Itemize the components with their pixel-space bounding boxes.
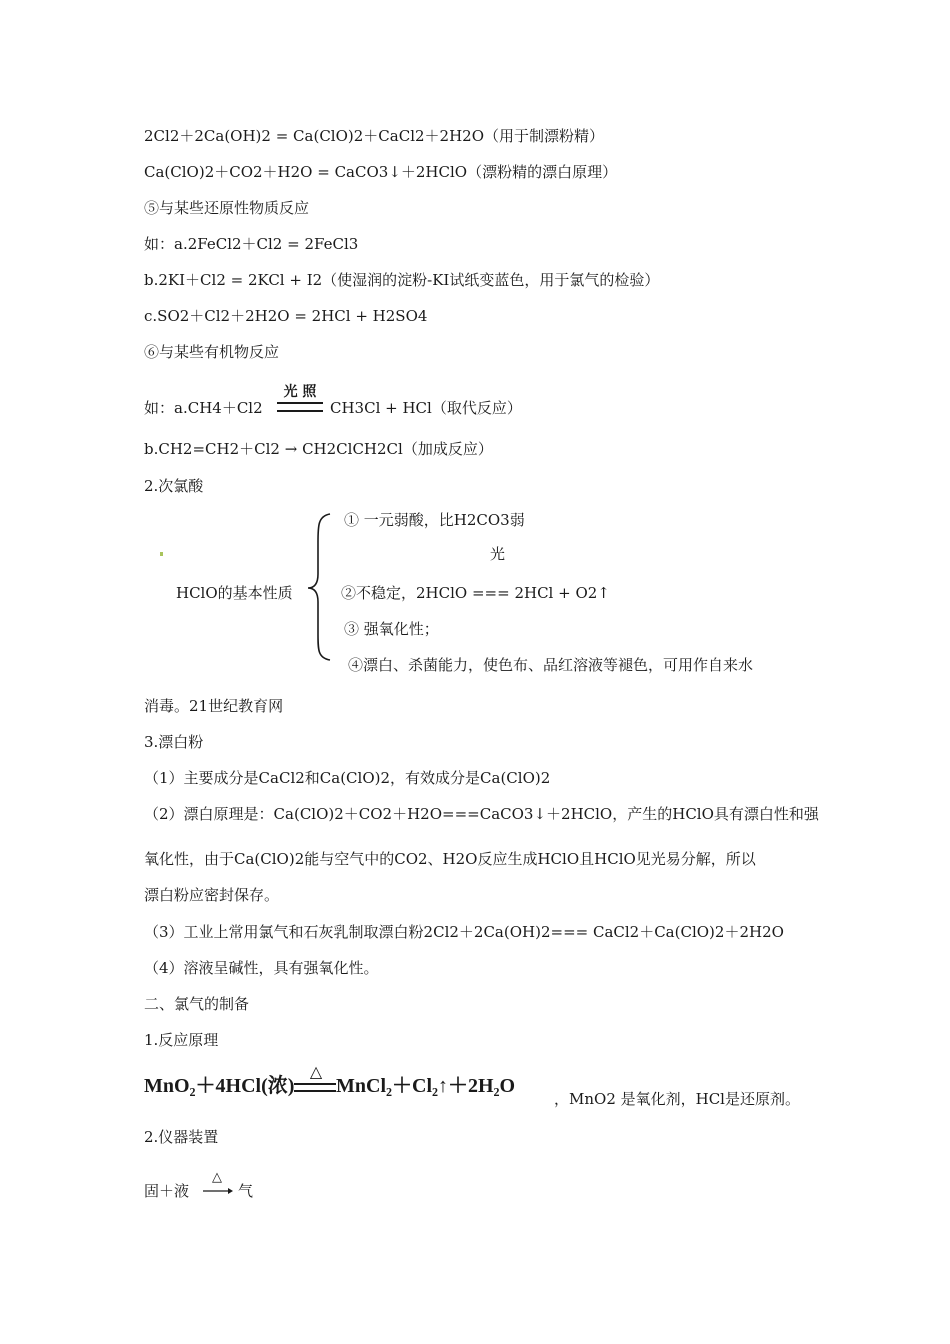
bleach-item-2: （2）漂白原理是：Ca(ClO)2＋CO2＋H2O===CaCO3↓＋2HClO，产生的HClO具有漂白性和强 bbox=[144, 805, 819, 823]
equation-line: b.CH2=CH2＋Cl2 → CH2ClCH2Cl（加成反应） bbox=[144, 440, 493, 458]
heat-triangle-icon: △ bbox=[309, 1062, 323, 1081]
double-line-sign bbox=[294, 1083, 336, 1092]
subheading: 1.反应原理 bbox=[144, 1031, 219, 1049]
equation-note: ，MnO2 是氧化剂，HCl是还原剂。 bbox=[554, 1090, 800, 1108]
subheading: ⑥与某些有机物反应 bbox=[144, 343, 280, 361]
equation-line-right: CH3Cl + HCl（取代反应） bbox=[330, 399, 522, 417]
hclo-property-3: ③ 强氧化性； bbox=[344, 620, 439, 638]
apparatus-right: 气 bbox=[238, 1182, 254, 1200]
hclo-property-1: ① 一元弱酸，比H2CO3弱 bbox=[344, 511, 525, 529]
section-heading: 二、氯气的制备 bbox=[144, 995, 250, 1013]
bleach-item-4: （4）溶液呈碱性，具有强氧化性。 bbox=[144, 959, 379, 977]
bleach-item-1: （1）主要成分是CaCl2和Ca(ClO)2，有效成分是Ca(ClO)2 bbox=[144, 769, 551, 787]
stray-mark bbox=[160, 552, 163, 556]
heat-triangle-icon: △ bbox=[212, 1170, 222, 1185]
bleach-item-3: （3）工业上常用氯气和石灰乳制取漂白粉2Cl2＋2Ca(OH)2=== CaCl2＋Ca(ClO)2＋2H2O bbox=[144, 923, 784, 941]
equation-left: MnO₂＋4HCl(浓) bbox=[144, 1075, 295, 1097]
subheading: 2.次氯酸 bbox=[144, 477, 204, 495]
arrow-right-icon bbox=[202, 1186, 234, 1196]
subheading: ⑤与某些还原性物质反应 bbox=[144, 199, 310, 217]
apparatus-left: 固＋液 bbox=[144, 1182, 190, 1200]
subheading: 2.仪器装置 bbox=[144, 1128, 219, 1146]
bleach-item-2-cont: 氧化性，由于Ca(ClO)2能与空气中的CO2、H2O反应生成HClO且HClO见光易分解，所以 bbox=[144, 850, 756, 868]
bleach-item-2-cont: 漂白粉应密封保存。 bbox=[144, 886, 280, 904]
equation-right: MnCl₂＋Cl₂↑＋2H₂O bbox=[336, 1075, 516, 1097]
equation-line: b.2KI＋Cl2 = 2KCl + I2（使湿润的淀粉-KI试纸变蓝色，用于氯气的检验） bbox=[144, 271, 660, 289]
subheading: 3.漂白粉 bbox=[144, 733, 204, 751]
hclo-label: HClO的基本性质 bbox=[176, 584, 293, 602]
equation-line: c.SO2＋Cl2＋2H2O = 2HCl + H2SO4 bbox=[144, 307, 428, 325]
equation-line: 如：a.2FeCl2＋Cl2 = 2FeCl3 bbox=[144, 235, 359, 253]
hclo-property-4-cont: 消毒。21世纪教育网 bbox=[144, 697, 284, 715]
reaction-condition-light: 光 照 bbox=[283, 384, 317, 400]
curly-brace-icon bbox=[306, 512, 336, 662]
equation-line: Ca(ClO)2＋CO2＋H2O = CaCO3↓＋2HClO（漂粉精的漂白原理） bbox=[144, 163, 618, 181]
hclo-property-2: ②不稳定，2HClO === 2HCl + O2↑ bbox=[341, 584, 610, 602]
reaction-condition-light: 光 bbox=[490, 545, 506, 563]
double-line-sign bbox=[277, 402, 323, 412]
equation-line: 2Cl2＋2Ca(OH)2 = Ca(ClO)2＋CaCl2＋2H2O（用于制漂粉精） bbox=[144, 127, 604, 145]
equation-line-left: 如：a.CH4＋Cl2 bbox=[144, 399, 263, 417]
hclo-property-4: ④漂白、杀菌能力，使色布、品红溶液等褪色，可用作自来水 bbox=[348, 656, 754, 674]
